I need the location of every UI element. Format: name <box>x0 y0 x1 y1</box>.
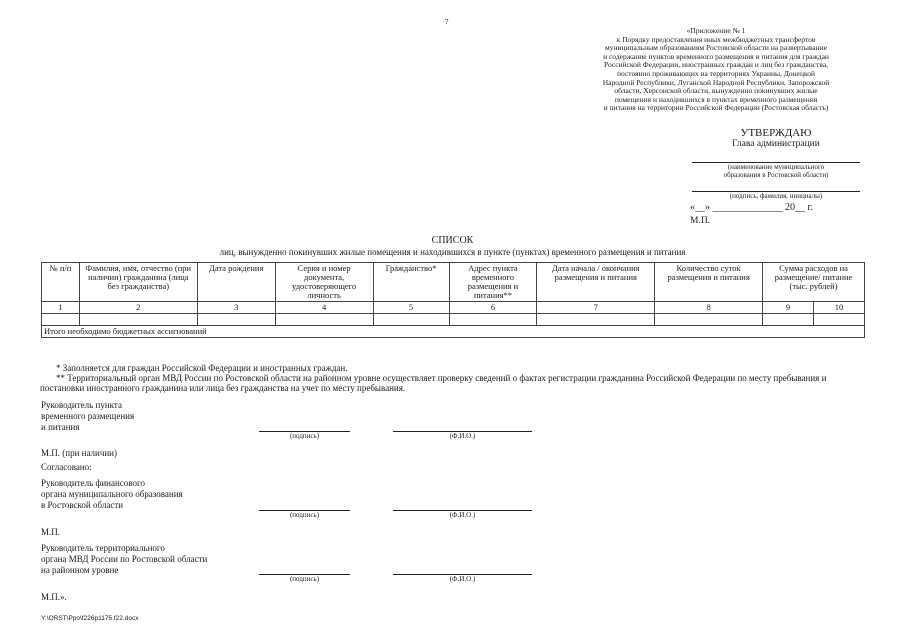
mvd-head-line: Руководитель территориального <box>41 543 165 553</box>
approval-position: Глава администрации <box>732 139 820 149</box>
table-column-numbers-row <box>42 302 865 314</box>
col-number: 4 <box>275 302 373 314</box>
appendix-header <box>556 27 876 113</box>
appendix-line: муниципальным образованиям Ростовской области на развертывание <box>604 43 827 53</box>
appendix-line: помещения и находившихся в пунктах временного размещения <box>614 94 818 104</box>
col-number: 9 <box>763 302 814 314</box>
finance-head-label <box>41 478 261 511</box>
agreed-label: Согласовано: <box>41 462 92 472</box>
col-header-expenses: Сумма расходов на размещение/ питание (тыс. рублей) <box>763 263 865 302</box>
col-number: 6 <box>449 302 537 314</box>
col-number: 5 <box>373 302 449 314</box>
signature-field <box>259 574 350 583</box>
appendix-line: Народной Республики, Луганской Народной Республики, Запорожской <box>602 77 830 87</box>
stamp-final: М.П.». <box>41 592 67 602</box>
col-number: 2 <box>79 302 197 314</box>
appendix-line: и содержание пунктов временного размещения и питания для граждан <box>603 51 829 61</box>
list-subtitle: лиц, вынужденно покинувших жилые помещения и находившихся в пункте (пунктах) временного размещения и питания <box>219 247 686 257</box>
total-label: Итого необходимо бюджетных ассигнований <box>42 326 865 338</box>
appendix-line: к Порядку предоставления иных межбюджетных трансфертов <box>616 34 816 44</box>
stamp-label: М.П. <box>690 216 711 226</box>
name-caption: (Ф.И.О.) <box>449 511 476 519</box>
signature-caption: (подпись) <box>289 432 320 440</box>
table-header-row <box>42 263 865 302</box>
appendix-line: области, Херсонской области, вынужденно покинувших жилые <box>614 86 818 96</box>
table-total-row <box>42 326 865 338</box>
approval-block <box>686 127 866 226</box>
col-header-number: № п/п <box>42 263 80 302</box>
appendix-line: «Приложение № 1 <box>686 26 746 35</box>
col-header-days: Количество суток размещения и питания <box>655 263 763 302</box>
col-number: 3 <box>197 302 275 314</box>
appendix-line: постоянно проживающих на территориях Украины, Донецкой <box>616 68 816 78</box>
signature-caption: (подпись) <box>289 575 320 583</box>
finance-head-line: органа муниципального образования <box>41 489 183 499</box>
table-cell <box>42 314 80 326</box>
name-field <box>393 574 532 583</box>
footnote-citizenship: * Заполняется для граждан Российской Федерации и иностранных граждан. <box>56 363 348 373</box>
head-point-line: и питания <box>41 422 80 432</box>
col-number: 10 <box>813 302 864 314</box>
mvd-head-line: органа МВД России по Ростовской области <box>41 554 208 564</box>
table-cell <box>537 314 655 326</box>
mvd-head-label <box>41 543 261 576</box>
table-cell <box>655 314 763 326</box>
table-row <box>42 314 865 326</box>
file-path-footer: Y:\ORST\Ppo\f226p1175.f22.docx <box>41 615 139 622</box>
table-cell <box>197 314 275 326</box>
head-point-label <box>41 400 261 433</box>
finance-head-line: Руководитель финансового <box>41 478 145 488</box>
page-number: 7 <box>445 18 449 26</box>
date-line: «__» ______________ 20__ г. <box>690 202 813 213</box>
head-point-line: Руководитель пункта <box>41 400 122 410</box>
footnote-address: ** Территориальный орган МВД России по Ростовской области на районном уровне осуществляет проверку сведений о фактах регистрации гражданина Российской Федерации по месту пребывания и постановки иностранного гражданина или лица без гражданства на учет по месту пребывания. <box>40 373 827 393</box>
col-header-document: Серия и номер документа, удостоверяющего личность <box>275 263 373 302</box>
signature-caption: (подпись) <box>289 511 320 519</box>
col-header-name: Фамилия, имя, отчество (при наличии) гражданина (лица без гражданства) <box>79 263 197 302</box>
table-cell <box>813 314 864 326</box>
head-point-line: временного размещения <box>41 411 135 421</box>
col-number: 8 <box>655 302 763 314</box>
col-number: 1 <box>42 302 80 314</box>
table-cell <box>373 314 449 326</box>
table-cell <box>763 314 814 326</box>
municipality-caption: (наименование муниципального <box>727 163 825 171</box>
stamp-label: М.П. <box>41 527 61 537</box>
finance-head-line: в Ростовской области <box>41 500 124 510</box>
name-field <box>393 510 532 519</box>
persons-table <box>41 262 865 338</box>
col-number: 7 <box>537 302 655 314</box>
table-cell <box>449 314 537 326</box>
name-caption: (Ф.И.О.) <box>449 575 476 583</box>
municipality-caption: образования в Ростовской области) <box>723 171 829 179</box>
mvd-head-line: на районном уровне <box>41 565 119 575</box>
signature-field <box>259 510 350 519</box>
col-header-dates: Дата начала / окончания размещения и питания <box>537 263 655 302</box>
stamp-if-any: М.П. (при наличии) <box>41 448 117 458</box>
footnotes <box>40 363 864 393</box>
appendix-line: и питания на территории Российской Федерации (Ростовская область) <box>603 103 829 113</box>
signature-caption: (подпись, фамилия, инициалы) <box>729 192 823 200</box>
name-caption: (Ф.И.О.) <box>449 432 476 440</box>
col-header-citizenship: Гражданство* <box>373 263 449 302</box>
approval-title: УТВЕРЖДАЮ <box>740 127 812 139</box>
table-cell <box>275 314 373 326</box>
col-header-address: Адрес пункта временного размещения и питания** <box>449 263 537 302</box>
name-field <box>393 431 532 440</box>
list-title: СПИСОК <box>431 235 474 246</box>
col-header-birthdate: Дата рождения <box>197 263 275 302</box>
signature-field <box>259 431 350 440</box>
table-cell <box>79 314 197 326</box>
appendix-line: Российской Федерации, иностранных граждан и лиц без гражданства, <box>603 60 829 70</box>
